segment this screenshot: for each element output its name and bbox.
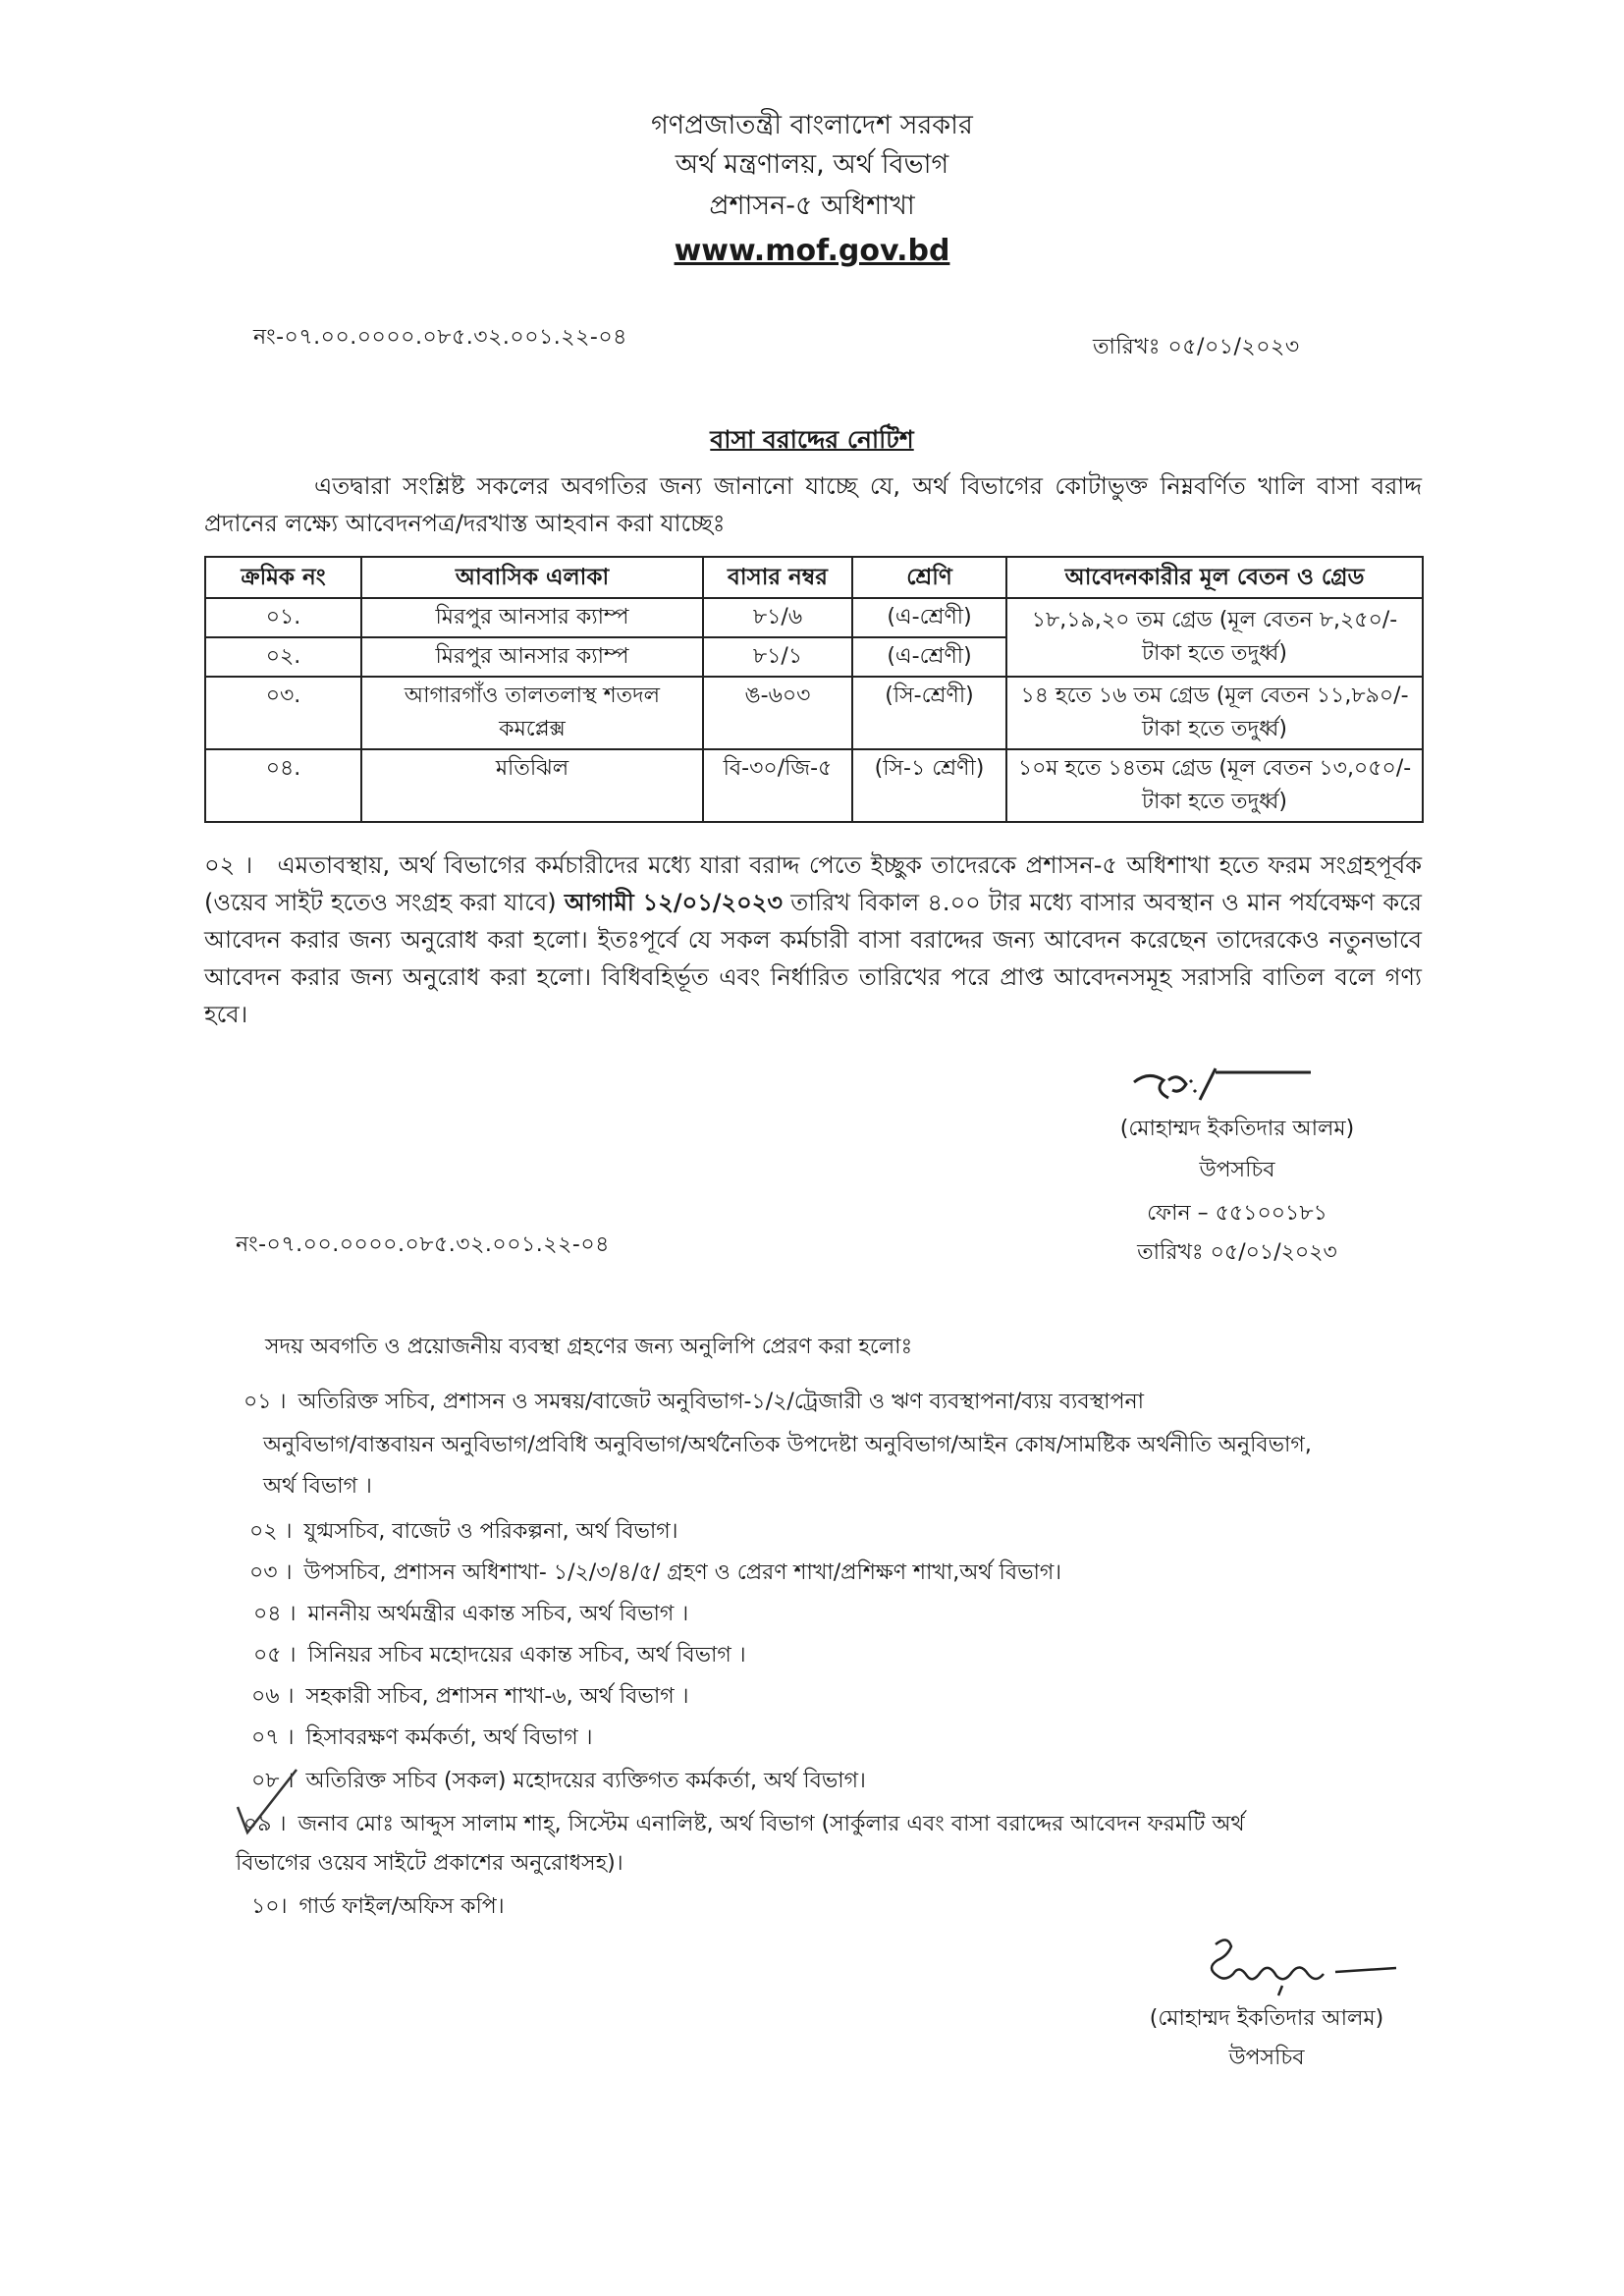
paragraph-text-2: তারিখ বিকাল ৪.০০ টার মধ্যে বাসার অবস্থান ও মান পর্যবেক্ষণ করে আবেদন করার জন্য অনুরোধ করা হলো। ইতঃপূর্বে যে সকল কর্মচারী বাসা বরাদ্দের জন্য আবেদন করেছেন তাদেরকেও নতুনভাবে আবেদন করার জন্য অনুরোধ করা হলো। বিধিবহির্ভূত এবং নির্ধারিত তারিখের পরে প্রাপ্ত আবেদনসমূহ সরাসরি বাতিল বলে গণ্য হবে। xyxy=(204,889,1422,1028)
table-header-row xyxy=(205,557,1423,598)
cell-house-no: বি-৩০/জি-৫ xyxy=(703,749,852,822)
paragraph-2 xyxy=(204,847,1422,1033)
item-number: ০১ । xyxy=(244,1390,287,1414)
website-row xyxy=(0,232,1624,272)
list-item xyxy=(251,1762,866,1801)
item-text: মাননীয় অর্থমন্ত্রীর একান্ত সচিব, অর্থ বিভাগ । xyxy=(307,1602,689,1626)
list-item xyxy=(249,1554,1061,1593)
cell-house-no: ঙ-৬০৩ xyxy=(703,677,852,749)
list-item xyxy=(251,1677,688,1717)
table-row xyxy=(205,749,1423,822)
checkmark-icon xyxy=(232,1764,310,1842)
deadline-date: আগামী ১২/০১/২০২৩ xyxy=(564,889,783,916)
copy-reference-number: নং-০৭.০০.০০০০.০৮৫.৩২.০০১.২২-০৪ xyxy=(236,1232,610,1257)
signatory-2-designation: উপসচিব xyxy=(1228,2046,1305,2070)
signatory-1-designation: উপসচিব xyxy=(1199,1158,1275,1182)
item-text: সহকারী সচিব, প্রশাসন শাখা-৬, অর্থ বিভাগ । xyxy=(305,1684,689,1709)
item-number: ০৬ । xyxy=(251,1684,295,1709)
item-text: জনাব মোঃ আব্দুস সালাম শাহ্, সিস্টেম এনালিষ্ট, অর্থ বিভাগ (সার্কুলার এবং বাসা বরাদ্দের আবেদন ফরমটি অর্থ xyxy=(298,1812,1245,1836)
table-row xyxy=(205,677,1423,749)
cell-area: আগারগাঁও তালতলাস্থ শতদল কমপ্লেক্স xyxy=(361,677,703,749)
item-text: অতিরিক্ত সচিব, প্রশাসন ও সমন্বয়/বাজেট অনুবিভাগ-১/২/ট্রেজারী ও ঋণ ব্যবস্থাপনা/ব্যয় ব্যবস্থাপনা xyxy=(298,1390,1145,1414)
cell-serial: ০১. xyxy=(205,598,361,637)
cell-area: মিরপুর আনসার ক্যাম্প xyxy=(361,598,703,637)
vacant-house-table xyxy=(204,556,1424,823)
ministry-name: অর্থ মন্ত্রণালয়, অর্থ বিভাগ xyxy=(675,149,949,180)
signatory-1-phone: ফোন – ৫৫১০০১৮১ xyxy=(1147,1201,1327,1226)
item-number: ০৫ । xyxy=(253,1643,297,1667)
cell-house-no: ৮১/১ xyxy=(703,637,852,677)
signature-1-icon xyxy=(1129,1061,1316,1110)
branch-name: প্রশাসন-৫ অধিশাখা xyxy=(709,191,915,221)
government-name: গণপ্রজাতন্ত্রী বাংলাদেশ সরকার xyxy=(651,110,973,140)
list-item-cont: বিভাগের ওয়েব সাইটে প্রকাশের অনুরোধসহ)। xyxy=(236,1851,623,1876)
signatory-1-name: (মোহাম্মদ ইকতিদার আলম) xyxy=(1119,1117,1355,1141)
item-number: ০২ । xyxy=(249,1519,293,1544)
header-grade: আবেদনকারীর মূল বেতন ও গ্রেড xyxy=(1006,557,1423,598)
list-item xyxy=(244,1805,1245,1844)
item-number: ০৭ । xyxy=(251,1725,295,1750)
cell-category: (সি-১ শ্রেণী) xyxy=(852,749,1006,822)
list-item xyxy=(253,1636,746,1675)
list-item xyxy=(249,1512,678,1552)
item-text: হিসাবরক্ষণ কর্মকর্তা, অর্থ বিভাগ । xyxy=(305,1725,593,1750)
header-category: শ্রেণি xyxy=(852,557,1006,598)
item-text: উপসচিব, প্রশাসন অধিশাখা- ১/২/৩/৪/৫/ গ্রহণ ও প্রেরণ শাখা/প্রশিক্ষণ শাখা,অর্থ বিভাগ। xyxy=(303,1560,1062,1585)
item-number: ০৮ । xyxy=(251,1769,295,1793)
cell-serial: ০৩. xyxy=(205,677,361,749)
list-item-cont: অর্থ বিভাগ । xyxy=(263,1474,372,1499)
header-area: আবাসিক এলাকা xyxy=(361,557,703,598)
item-number: ১০। xyxy=(251,1894,288,1919)
item-number: ০৪ । xyxy=(253,1602,297,1626)
list-item xyxy=(251,1887,505,1927)
cell-category: (সি-শ্রেণী) xyxy=(852,677,1006,749)
copy-intro: সদয় অবগতি ও প্রয়োজনীয় ব্যবস্থা গ্রহণের জন্য অনুলিপি প্রেরণ করা হলোঃ xyxy=(265,1335,913,1359)
cell-serial: ০২. xyxy=(205,637,361,677)
table-row xyxy=(205,598,1423,637)
list-item xyxy=(251,1719,592,1758)
cell-serial: ০৪. xyxy=(205,749,361,822)
website-link[interactable]: www.mof.gov.bd xyxy=(674,234,950,268)
list-item-cont: অনুবিভাগ/বাস্তবায়ন অনুবিভাগ/প্রবিধি অনুবিভাগ/অর্থনৈতিক উপদেষ্টা অনুবিভাগ/আইন কোষ/সামষ্টিক অর্থনীতি অনুবিভাগ, xyxy=(263,1433,1312,1457)
cell-category: (এ-শ্রেণী) xyxy=(852,598,1006,637)
item-number: ০৩ । xyxy=(249,1560,293,1585)
list-item xyxy=(253,1595,688,1634)
cell-grade: ১৪ হতে ১৬ তম গ্রেড (মূল বেতন ১১,৮৯০/- টাকা হতে তদুর্ধ্ব) xyxy=(1006,677,1423,749)
header-serial: ক্রমিক নং xyxy=(205,557,361,598)
cell-house-no: ৮১/৬ xyxy=(703,598,852,637)
item-text: যুগ্মসচিব, বাজেট ও পরিকল্পনা, অর্থ বিভাগ। xyxy=(303,1519,678,1544)
cell-category: (এ-শ্রেণী) xyxy=(852,637,1006,677)
notice-title: বাসা বরাদ্দের নোটিশ xyxy=(710,425,914,454)
item-text: অতিরিক্ত সচিব (সকল) মহোদয়ের ব্যক্তিগত কর্মকর্তা, অর্থ বিভাগ। xyxy=(305,1769,866,1793)
item-text: সিনিয়র সচিব মহোদয়ের একান্ত সচিব, অর্থ বিভাগ । xyxy=(307,1643,746,1667)
cell-grade: ১০ম হতে ১৪তম গ্রেড (মূল বেতন ১৩,০৫০/- টাকা হতে তদুর্ধ্ব) xyxy=(1006,749,1423,822)
signatory-1-date: তারিখঃ ০৫/০১/২০২৩ xyxy=(1137,1240,1337,1265)
list-item xyxy=(244,1383,1144,1422)
memo-date: তারিখঃ ০৫/০১/২০২৩ xyxy=(1093,335,1300,359)
signatory-2-name: (মোহাম্মদ ইকতিদার আলম) xyxy=(1149,2006,1384,2031)
item-text: গার্ড ফাইল/অফিস কপি। xyxy=(298,1894,505,1919)
paragraph-text-1: এমতাবস্থায়, অর্থ বিভাগের কর্মচারীদের মধ্যে যারা বরাদ্দ পেতে ইচ্ছুক তাদেরকে প্রশাসন-৫ অধিশাখা হতে ফরম সংগ্রহপূর্বক (ওয়েব সাইট হতেও সংগ্রহ করা যাবে) xyxy=(204,851,1422,916)
item-number: ০৯ । xyxy=(244,1812,287,1836)
cell-grade: ১৮,১৯,২০ তম গ্রেড (মূল বেতন ৮,২৫০/- টাকা হতে তদুর্ধ্ব) xyxy=(1006,598,1423,677)
notice-intro: এতদ্বারা সংশ্লিষ্ট সকলের অবগতির জন্য জানানো যাচ্ছে যে, অর্থ বিভাগের কোটাভুক্ত নিম্নবর্ণিত খালি বাসা বরাদ্দ প্রদানের লক্ষ্যে আবেদনপত্র/দরখাস্ত আহবান করা যাচ্ছেঃ xyxy=(204,472,1422,537)
cell-area: মিরপুর আনসার ক্যাম্প xyxy=(361,637,703,677)
paragraph-number: ০২ । xyxy=(204,851,253,879)
reference-number: নং-০৭.০০.০০০০.০৮৫.৩২.০০১.২২-০৪ xyxy=(253,325,627,350)
cell-area: মতিঝিল xyxy=(361,749,703,822)
header-house-no: বাসার নম্বর xyxy=(703,557,852,598)
